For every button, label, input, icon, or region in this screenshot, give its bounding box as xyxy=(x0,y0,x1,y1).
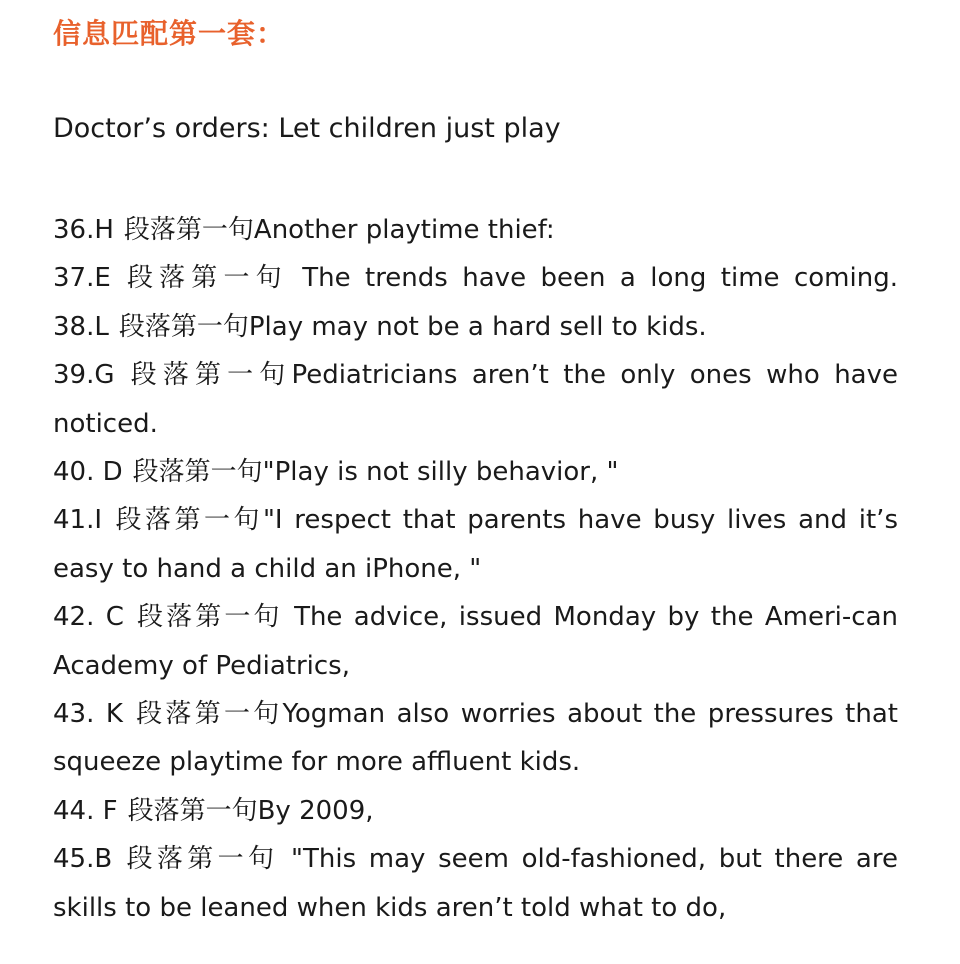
answer-number: 40. D xyxy=(53,457,123,488)
answer-item-39 xyxy=(53,351,898,448)
answer-sentence: The trends have been a long time coming. xyxy=(287,263,898,294)
answer-number: 45.B xyxy=(53,844,113,875)
answer-label: 段落第一句 xyxy=(112,505,263,536)
article-title: Doctor’s orders: Let children just play xyxy=(53,113,561,144)
answer-label: 段落第一句 xyxy=(133,602,283,633)
answer-sentence: Another playtime thief: xyxy=(253,215,555,245)
answer-label: 段落第一句 xyxy=(123,215,254,245)
answer-item-41 xyxy=(53,496,898,593)
answer-list xyxy=(53,206,898,932)
answer-sentence: "I respect that parents have busy lives and it’s easy to hand a child an iPhone, " xyxy=(53,505,898,584)
answer-sentence: "Play is not silly behavior, " xyxy=(262,457,619,488)
answer-item-43 xyxy=(53,690,898,787)
answer-number: 36.H xyxy=(53,215,114,245)
answer-sentence: Pediatricians aren’t the only ones who have noticed. xyxy=(53,360,898,439)
answer-item-40 xyxy=(53,448,898,496)
answer-number: 39.G xyxy=(53,360,115,391)
answer-item-37 xyxy=(53,254,898,302)
answer-sentence: Play may not be a hard sell to kids. xyxy=(248,311,707,342)
answer-label: 段落第一句 xyxy=(118,311,249,342)
answer-item-38 xyxy=(53,303,898,351)
answer-item-45 xyxy=(53,835,898,932)
answer-number: 42. C xyxy=(53,602,124,633)
answer-item-36 xyxy=(53,206,898,254)
answer-sentence: By 2009, xyxy=(257,795,374,826)
answer-number: 43. K xyxy=(53,699,123,730)
answer-label: 段落第一句 xyxy=(132,699,283,730)
answer-label: 段落第一句 xyxy=(124,360,292,391)
answer-number: 37.E xyxy=(53,263,111,294)
section-heading: 信息匹配第一套： xyxy=(53,17,286,50)
answer-label: 段落第一句 xyxy=(120,263,288,294)
answer-sentence: The advice, issued Monday by the Ameri-can Academy of Pediatrics, xyxy=(53,602,898,681)
answer-label: 段落第一句 xyxy=(122,844,279,875)
answer-item-42 xyxy=(53,593,898,690)
answer-item-44 xyxy=(53,787,898,835)
answer-label: 段落第一句 xyxy=(132,457,263,488)
answer-label: 段落第一句 xyxy=(127,795,258,826)
answer-number: 38.L xyxy=(53,311,109,342)
answer-sentence: "This may seem old-fashioned, but there are skills to be leaned when kids aren’t told what to do, xyxy=(53,844,898,923)
answer-number: 41.I xyxy=(53,505,103,536)
answer-sentence: Yogman also worries about the pressures that squeeze playtime for more affluent kids. xyxy=(53,699,898,778)
answer-number: 44. F xyxy=(53,795,118,826)
